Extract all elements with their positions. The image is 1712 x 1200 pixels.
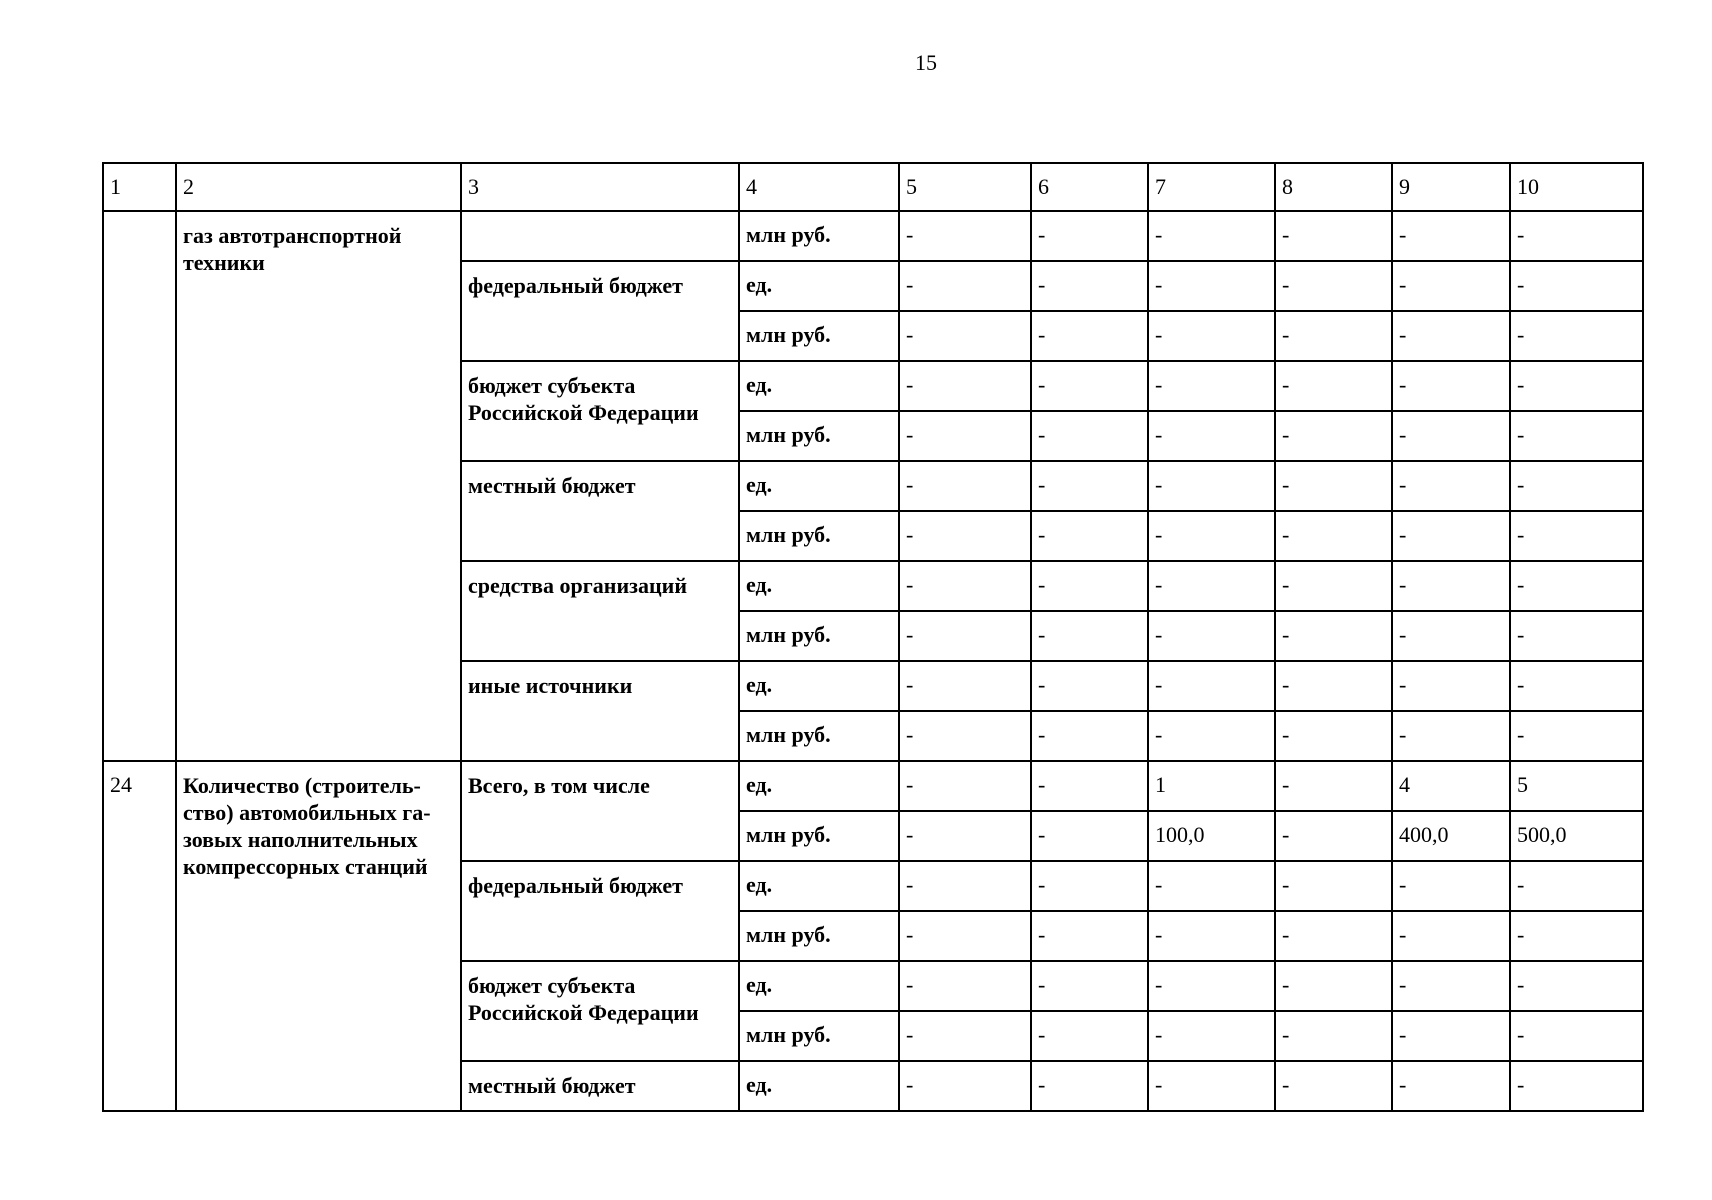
table-body — [103, 163, 1643, 1111]
value-cell: - — [1392, 711, 1510, 761]
value-cell: - — [1148, 211, 1275, 261]
value-cell: - — [1275, 761, 1392, 811]
funding-source: местный бюджет — [461, 1061, 739, 1111]
value-cell: - — [1275, 561, 1392, 611]
value-cell: - — [1275, 911, 1392, 961]
value-cell: - — [1510, 411, 1643, 461]
value-cell: - — [1510, 711, 1643, 761]
value-cell: - — [1392, 461, 1510, 511]
value-cell: - — [1392, 411, 1510, 461]
value-cell: - — [1275, 611, 1392, 661]
unit-cell: ед. — [739, 461, 899, 511]
value-cell: - — [1510, 861, 1643, 911]
page-number: 15 — [915, 50, 937, 75]
value-cell: - — [1148, 711, 1275, 761]
value-cell: - — [1148, 511, 1275, 561]
value-cell: - — [1031, 1011, 1148, 1061]
funding-source: федеральный бюджет — [461, 861, 739, 961]
header-cell: 1 — [103, 163, 176, 211]
row-number-cell — [103, 211, 176, 761]
value-cell: - — [899, 1011, 1031, 1061]
value-cell: - — [1148, 261, 1275, 311]
value-cell: - — [1275, 411, 1392, 461]
value-cell: - — [1392, 861, 1510, 911]
value-cell: 5 — [1510, 761, 1643, 811]
value-cell: - — [1392, 261, 1510, 311]
value-cell: - — [1148, 1011, 1275, 1061]
value-cell: - — [1275, 511, 1392, 561]
header-cell: 10 — [1510, 163, 1643, 211]
value-cell: - — [899, 261, 1031, 311]
unit-cell: млн руб. — [739, 411, 899, 461]
value-cell: - — [1392, 661, 1510, 711]
value-cell: - — [1148, 611, 1275, 661]
value-cell: - — [1392, 1061, 1510, 1111]
value-cell: - — [1148, 461, 1275, 511]
value-cell: - — [1148, 911, 1275, 961]
header-cell: 2 — [176, 163, 461, 211]
header-cell: 7 — [1148, 163, 1275, 211]
value-cell: 400,0 — [1392, 811, 1510, 861]
value-cell: - — [1031, 261, 1148, 311]
budget-table — [102, 162, 1644, 1112]
unit-cell: ед. — [739, 1061, 899, 1111]
header-cell: 5 — [899, 163, 1031, 211]
value-cell: - — [1031, 211, 1148, 261]
value-cell: - — [1148, 361, 1275, 411]
value-cell: 100,0 — [1148, 811, 1275, 861]
value-cell: - — [1031, 811, 1148, 861]
value-cell: - — [1031, 561, 1148, 611]
value-cell: - — [1392, 511, 1510, 561]
value-cell: - — [1392, 311, 1510, 361]
value-cell: - — [1031, 311, 1148, 361]
unit-cell: млн руб. — [739, 611, 899, 661]
value-cell: - — [899, 361, 1031, 411]
unit-cell: млн руб. — [739, 511, 899, 561]
funding-source: бюджет субъекта Российской Федерации — [461, 361, 739, 461]
value-cell: - — [1031, 861, 1148, 911]
value-cell: - — [1510, 661, 1643, 711]
unit-cell: ед. — [739, 561, 899, 611]
value-cell: - — [899, 911, 1031, 961]
unit-cell: ед. — [739, 361, 899, 411]
value-cell: - — [1148, 311, 1275, 361]
unit-cell: ед. — [739, 661, 899, 711]
value-cell: - — [1275, 661, 1392, 711]
value-cell: - — [1510, 311, 1643, 361]
unit-cell: млн руб. — [739, 211, 899, 261]
unit-cell: млн руб. — [739, 1011, 899, 1061]
value-cell: - — [1392, 561, 1510, 611]
table-row — [103, 211, 1643, 261]
value-cell: - — [899, 711, 1031, 761]
value-cell: - — [1275, 361, 1392, 411]
unit-cell: ед. — [739, 761, 899, 811]
value-cell: - — [1510, 511, 1643, 561]
value-cell: - — [1392, 911, 1510, 961]
funding-source: иные источники — [461, 661, 739, 761]
funding-source: федеральный бюджет — [461, 261, 739, 361]
funding-source: Всего, в том числе — [461, 761, 739, 861]
value-cell: - — [1031, 611, 1148, 661]
funding-source: местный бюджет — [461, 461, 739, 561]
value-cell: - — [1510, 211, 1643, 261]
unit-cell: млн руб. — [739, 811, 899, 861]
value-cell: - — [899, 1061, 1031, 1111]
value-cell: - — [1031, 461, 1148, 511]
value-cell: - — [1275, 261, 1392, 311]
value-cell: - — [1275, 861, 1392, 911]
value-cell: - — [899, 761, 1031, 811]
value-cell: - — [1148, 561, 1275, 611]
value-cell: - — [1510, 561, 1643, 611]
indicator-description: газ автотранспортной техники — [176, 211, 461, 761]
value-cell: - — [1275, 711, 1392, 761]
unit-cell: млн руб. — [739, 311, 899, 361]
unit-cell: ед. — [739, 961, 899, 1011]
header-cell: 3 — [461, 163, 739, 211]
value-cell: - — [899, 611, 1031, 661]
value-cell: - — [1510, 1061, 1643, 1111]
unit-cell: млн руб. — [739, 911, 899, 961]
row-number-cell: 24 — [103, 761, 176, 1111]
value-cell: - — [1275, 311, 1392, 361]
value-cell: - — [1031, 661, 1148, 711]
funding-source: бюджет субъекта Российской Федерации — [461, 961, 739, 1061]
unit-cell: ед. — [739, 261, 899, 311]
value-cell: - — [1031, 1061, 1148, 1111]
value-cell: - — [1275, 961, 1392, 1011]
header-row — [103, 163, 1643, 211]
value-cell: - — [1031, 711, 1148, 761]
unit-cell: ед. — [739, 861, 899, 911]
unit-cell: млн руб. — [739, 711, 899, 761]
value-cell: - — [1148, 411, 1275, 461]
value-cell: - — [1510, 261, 1643, 311]
value-cell: - — [1031, 761, 1148, 811]
header-cell: 9 — [1392, 163, 1510, 211]
value-cell: - — [1148, 861, 1275, 911]
header-cell: 6 — [1031, 163, 1148, 211]
value-cell: - — [1392, 1011, 1510, 1061]
value-cell: - — [1275, 1061, 1392, 1111]
value-cell: - — [1031, 961, 1148, 1011]
value-cell: - — [1392, 361, 1510, 411]
value-cell: 1 — [1148, 761, 1275, 811]
value-cell: - — [1031, 411, 1148, 461]
value-cell: - — [1031, 361, 1148, 411]
value-cell: - — [899, 211, 1031, 261]
table-row — [103, 761, 1643, 811]
value-cell: - — [1148, 1061, 1275, 1111]
value-cell: - — [1392, 211, 1510, 261]
value-cell: - — [1510, 461, 1643, 511]
funding-source: средства организаций — [461, 561, 739, 661]
source-cell-empty — [461, 211, 739, 261]
value-cell: - — [1392, 961, 1510, 1011]
value-cell: 500,0 — [1510, 811, 1643, 861]
value-cell: - — [899, 861, 1031, 911]
header-cell: 4 — [739, 163, 899, 211]
value-cell: - — [1031, 511, 1148, 561]
value-cell: - — [1510, 911, 1643, 961]
value-cell: - — [899, 561, 1031, 611]
value-cell: - — [1510, 361, 1643, 411]
header-cell: 8 — [1275, 163, 1392, 211]
value-cell: 4 — [1392, 761, 1510, 811]
value-cell: - — [1148, 661, 1275, 711]
value-cell: - — [1510, 1011, 1643, 1061]
value-cell: - — [1148, 961, 1275, 1011]
value-cell: - — [899, 961, 1031, 1011]
value-cell: - — [1510, 611, 1643, 661]
value-cell: - — [1275, 1011, 1392, 1061]
value-cell: - — [899, 461, 1031, 511]
value-cell: - — [1275, 211, 1392, 261]
value-cell: - — [1275, 461, 1392, 511]
value-cell: - — [899, 311, 1031, 361]
value-cell: - — [899, 811, 1031, 861]
value-cell: - — [1031, 911, 1148, 961]
value-cell: - — [1510, 961, 1643, 1011]
value-cell: - — [1392, 611, 1510, 661]
value-cell: - — [1275, 811, 1392, 861]
value-cell: - — [899, 661, 1031, 711]
indicator-description: Количество (строитель-ство) автомобильных га-зовых наполнительных компрессорных станций — [176, 761, 461, 1111]
value-cell: - — [899, 411, 1031, 461]
value-cell: - — [899, 511, 1031, 561]
